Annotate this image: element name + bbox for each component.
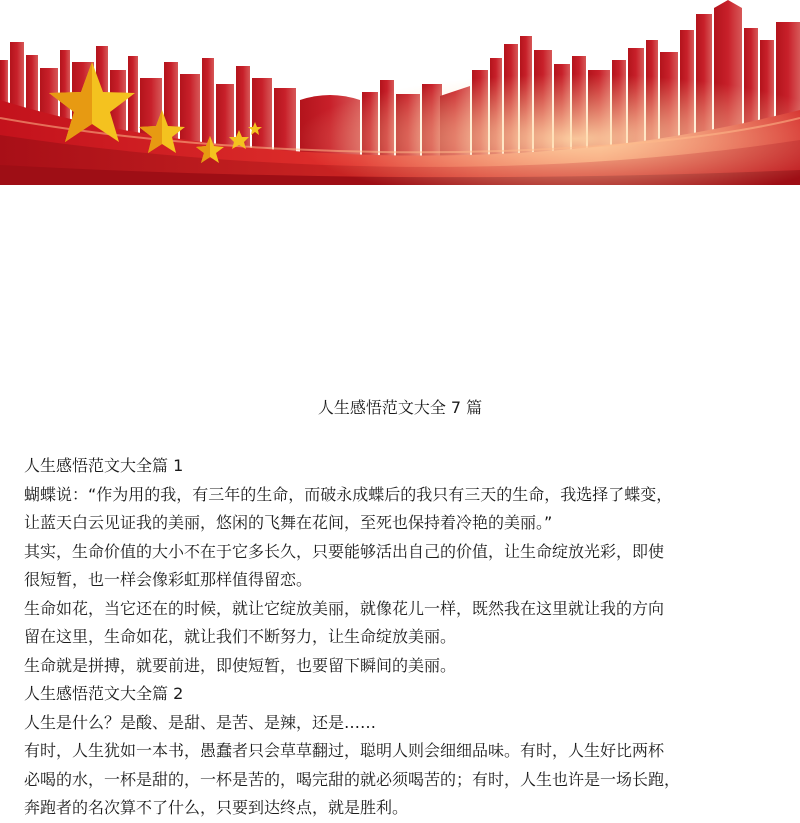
paragraph-line: 有时，人生犹如一本书，愚蠢者只会草草翻过，聪明人则会细细品味。有时，人生好比两杯 [24,741,665,760]
header-banner [0,0,800,185]
document-body [24,452,786,823]
paragraph-line: 生命就是拼搏，就要前进，即使短暂，也要留下瞬间的美丽。 [24,655,457,675]
paragraph-line: 留在这里，生命如花，就让我们不断努力，让生命绽放美丽。 [24,627,457,646]
paragraph-line: 其实，生命价值的大小不在于它多长久，只要能够活出自己的价值，让生命绽放光彩，即使 [24,541,665,561]
paragraph-line: 人生是什么？是酸、是甜、是苦、是辣，还是…… [24,712,377,732]
paragraph-line: 让蓝天白云见证我的美丽，悠闲的飞舞在花间，至死也保持着冷艳的美丽。” [24,513,553,532]
section-heading: 人生感悟范文大全篇 2 [24,684,184,703]
paragraph-line: 生命如花，当它还在的时候，就让它绽放美丽，就像花儿一样，既然我在这里就让我的方向 [24,598,665,618]
paragraph-line: 很短暂，也一样会像彩虹那样值得留恋。 [24,570,313,589]
paragraph-line: 必喝的水，一杯是甜的，一杯是苦的，喝完甜的就必须喝苦的；有时，人生也许是一场长跑， [24,769,681,789]
document-title: 人生感悟范文大全 7 篇 [317,398,483,417]
section-heading: 人生感悟范文大全篇 1 [24,456,184,475]
paragraph-line: 蝴蝶说：“作为用的我，有三年的生命，而破永成蝶后的我只有三天的生命，我选择了蝶变， [24,484,673,504]
paragraph-line: 奔跑者的名次算不了什么，只要到达终点，就是胜利。 [24,798,409,817]
